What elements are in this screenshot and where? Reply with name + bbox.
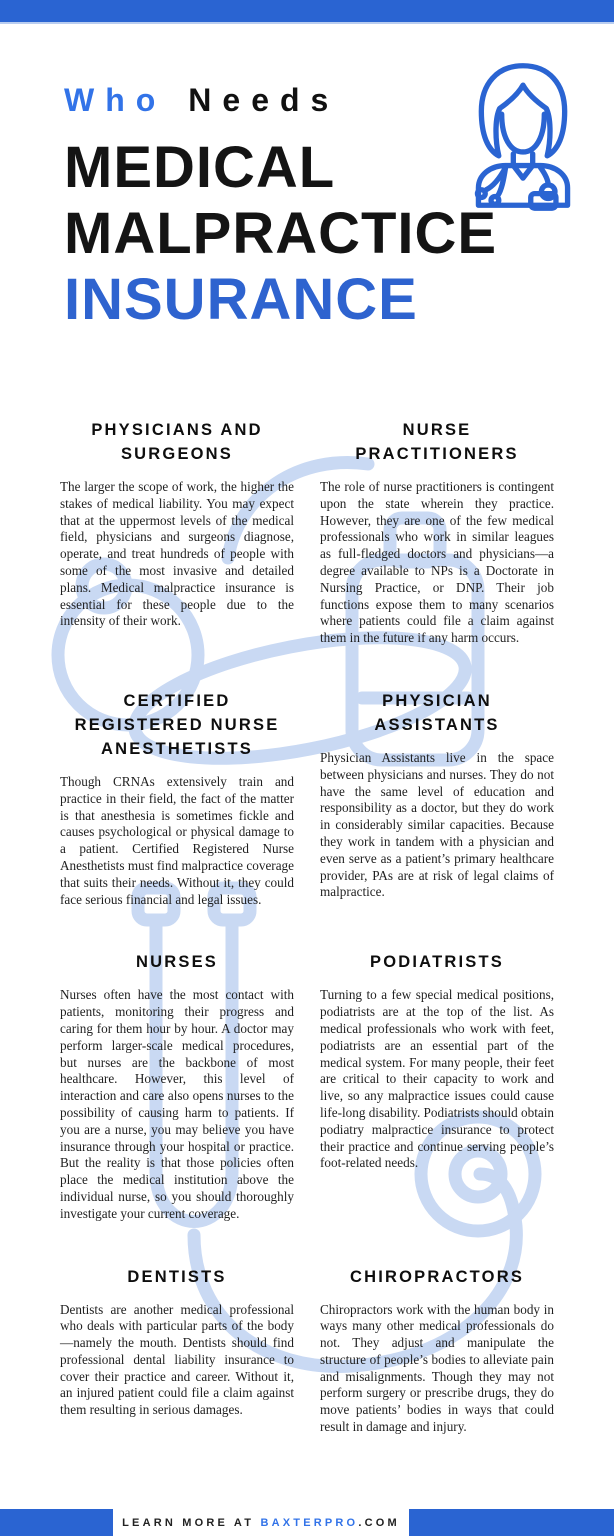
section-physicians-and-surgeons [60, 418, 294, 630]
footer-suffix: .COM [358, 1516, 400, 1529]
top-accent-bar [0, 0, 614, 24]
title-line-medical: MEDICAL [64, 135, 336, 200]
section-nurses [60, 950, 294, 1222]
section-heading: PHYSICIAN ASSISTANTS [374, 691, 500, 734]
section-heading: PODIATRISTS [370, 953, 504, 972]
section-body: Chiropractors work with the human body in ways many other medical professionals do not. They adjust and manipulate the structure of people’s bodies to alleviate pain and misalignments. Though they may not perform surgery or prescribe drugs, they do move patients’ bodies in ways that could result in damage and injury. [320, 1301, 554, 1435]
title-line-malpractice: MALPRACTICE [64, 201, 498, 266]
kicker-word-who: Who [64, 82, 167, 118]
section-heading: DENTISTS [127, 1267, 227, 1286]
section-heading: NURSES [136, 953, 218, 972]
section-body: The larger the scope of work, the higher the stakes of medical liability. You may expect that at the uppermost levels of the medical field, physicians and surgeons diagnose, operate, and treat hundreds of people with some of the most invasive and detailed plans. Medical malpractice insurance is essential for these people due to the intensity of their work. [60, 479, 294, 629]
section-body: Physician Assistants live in the space between physicians and nurses. They do not have the same level of education and responsibility as a doctor, but they do work in considerably similar capacities. Because they work in tandem with a physician and even serve as a patient’s primary healthcare provider, PAs are at risk of legal claims of malpractice. [320, 749, 554, 900]
section-heading: CHIROPRACTORS [349, 1267, 525, 1286]
footer [0, 1509, 614, 1536]
footer-bar-left [0, 1509, 113, 1536]
section-podiatrists [320, 950, 554, 1172]
title-line-insurance: INSURANCE [64, 267, 418, 332]
footer-bar-right [409, 1509, 614, 1536]
section-heading: NURSE PRACTITIONERS [355, 421, 519, 463]
section-heading: PHYSICIANS AND SURGEONS [91, 421, 263, 463]
section-certified-registered-nurse-anesthetists [60, 689, 294, 908]
section-chiropractors [320, 1265, 554, 1436]
header [0, 24, 614, 396]
section-physician-assistants [320, 689, 554, 901]
section-body: The role of nurse practitioners is contingent upon the state wherein they practice. However, they are one of the few medical professionals who work in similar leagues as full-fledged doctors and physicians—a degree available to NPs is a Doctorate in Nursing Practice, or DNP. Their job functions expose them to many scenarios where patients could file a claim against them in the future if any harm occurs. [320, 479, 554, 646]
kicker-word-needs: Needs [188, 82, 340, 118]
section-dentists [60, 1265, 294, 1420]
footer-brand: BAXTERPRO [260, 1516, 359, 1529]
section-body: Though CRNAs extensively train and practice in their field, the fact of the matter is that anesthesia is sometimes fickle and causes psychological or physical damage to a patient. Certified Registered Nurse Anesthetists must find malpractice coverage that suits their needs. Without it, they could face serious financial and legal issues. [60, 773, 294, 907]
female-doctor-icon [464, 58, 582, 213]
section-body: Turning to a few special medical positions, podiatrists are at the top of the list. As medical professionals who work with feet, podiatrists are an essential part of the medical system. For many people, their feet are critical to their capacity to work and live, so any malpractice issues could cause life-long disability. Podiatrists should obtain podiatry malpractice insurance to protect their practice and continue serving people’s foot-related needs. [320, 987, 554, 1171]
section-body: Dentists are another medical professional who deals with particular parts of the body—namely the mouth. Dentists should find professional dental liability insurance to cover their practice and career. Without it, an injured patient could file a claim against them resulting in serious damages. [60, 1301, 294, 1418]
section-heading: CERTIFIED REGISTERED NURSE ANESTHETISTS [74, 691, 280, 758]
footer-learn-more [113, 1509, 409, 1536]
section-nurse-practitioners [320, 418, 554, 647]
footer-prefix: LEARN MORE AT [122, 1516, 255, 1529]
sections-grid [0, 418, 614, 1436]
section-body: Nurses often have the most contact with patients, monitoring their progress and caring for them hour by hour. A doctor may perform larger-scale medical procedures, but nurses are the backbone of most healthcare. However, this level of interaction and care also opens nurses to the possibility of causing harm to patients. If you are a nurse, you may believe you have insurance through your hospital or practice. But the reality is that those policies often place the medical institution above the individual nurse, so you should thoroughly investigate your current coverage. [60, 987, 294, 1221]
